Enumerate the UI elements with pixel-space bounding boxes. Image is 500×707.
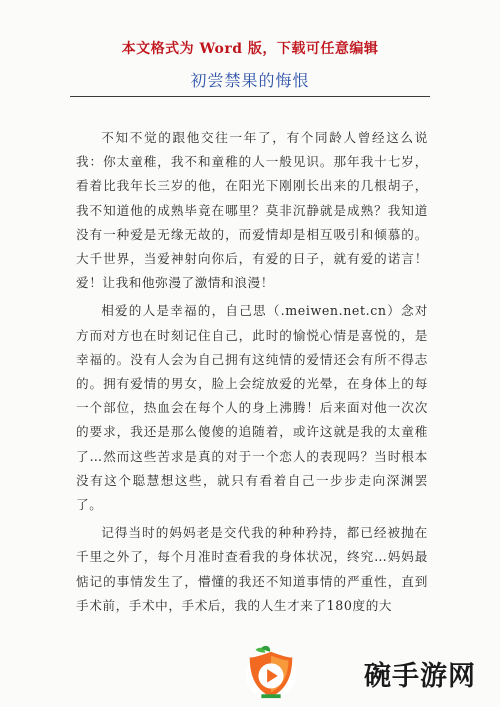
site-watermark — [232, 640, 500, 707]
document-body — [76, 126, 428, 622]
paragraph-3: 记得当时的妈妈老是交代我的种种矜持，都已经被抛在千里之外了，每个月准时查看我的身体状况，终究…妈妈最惦记的事情发生了，懵懂的我还不知道事情的严重性，直到手术前，手术中，手术后，我的人生才来了180度的大 — [76, 525, 428, 613]
paragraph-2: 相爱的人是幸福的，自己思（.meiwen.net.cn）念对方而对方也在时刻记住自己，此时的愉悦心情是喜悦的，是幸福的。没有人会为自己拥有这纯情的爱情还会有所不得志的。拥有爱情的男女，脸上会绽放爱的光晕，在身体上的每一个部位，热血会在每个人的身上沸腾！后来面对他一次次的要求，我还是那么傻傻的追随着，或许这就是我的太童稚了…然而这些苦求是真的对于一个恋人的表现吗？当时根本没有这个聪慧想这些，就只有看着自己一步步走向深渊罢了。 — [76, 303, 428, 513]
title-divider — [70, 96, 430, 97]
document-banner: 本文格式为 Word 版，下载可任意编辑 — [121, 41, 379, 57]
document-title: 初尝禁果的悔恨 — [190, 71, 310, 90]
paragraph-1: 不知不觉的跟他交往一年了，有个同龄人曾经这么说我：你太童稚，我不和童稚的人一般见识。那年我十七岁，看着比我年长三岁的他，在阳光下刚刚长出来的几根胡子，我不知道他的成熟毕竟在哪里？莫非沉静就是成熟？我知道没有一种爱是无缘无故的，而爱情却是相互吸引和倾慕的。大千世界，当爱神射向你后，有爱的日子，就有爱的诺言！爱！让我和他弥漫了激情和浪漫！ — [76, 130, 428, 291]
watermark-text: 碗手游网 — [364, 661, 476, 692]
play-shield-logo-icon — [242, 644, 300, 702]
